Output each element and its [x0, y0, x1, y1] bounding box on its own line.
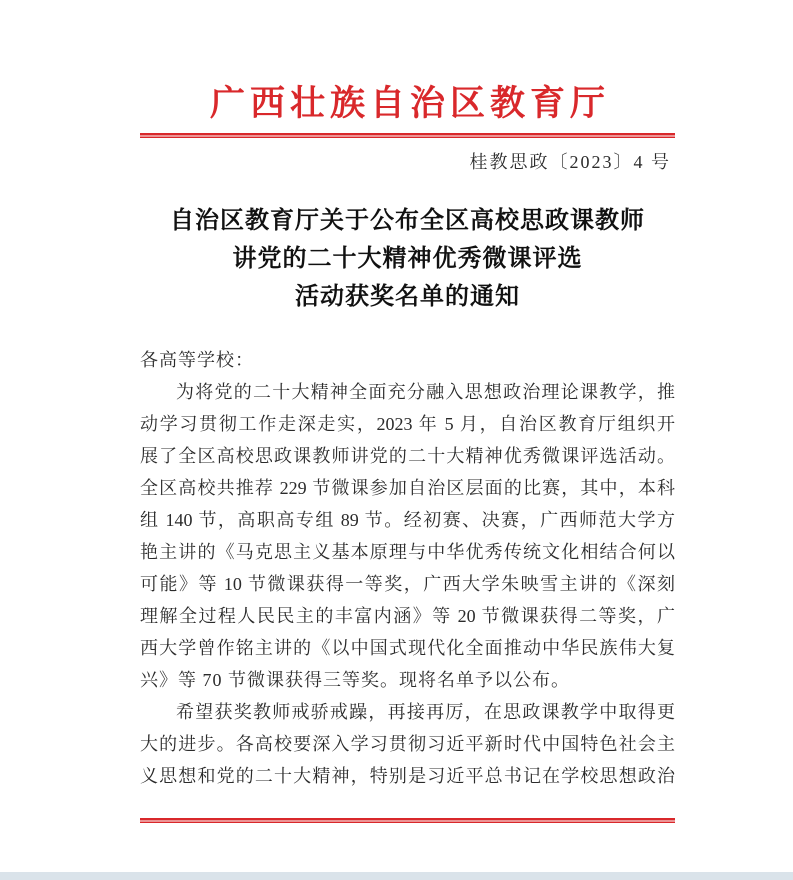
body-line: 兴》等 70 节微课获得三等奖。现将名单予以公布。	[140, 670, 570, 690]
footer-divider-rule	[140, 818, 675, 823]
paragraph	[140, 376, 675, 696]
body-line: 动学习贯彻工作走深走实，2023 年 5 月，自治区教育厅组织开	[140, 414, 675, 434]
body-line: 为将党的二十大精神全面充分融入思想政治理论课教学，推	[176, 382, 675, 402]
body-line: 西大学曾作铭主讲的《以中国式现代化全面推动中华民族伟大复	[140, 638, 675, 658]
body-text	[140, 376, 675, 792]
notice-title-line: 自治区教育厅关于公布全区高校思政课教师	[170, 208, 645, 234]
salutation: 各高等学校：	[140, 350, 254, 370]
paragraph	[140, 696, 675, 792]
document-number: 桂教思政〔2023〕4 号	[469, 152, 671, 172]
body-line: 义思想和党的二十大精神，特别是习近平总书记在学校思想政治	[140, 766, 675, 786]
notice-title	[140, 202, 675, 316]
scan-edge-strip	[0, 872, 793, 880]
body-line: 展了全区高校思政课教师讲党的二十大精神优秀微课评选活动。	[140, 446, 675, 466]
body-line: 理解全过程人民民主的丰富内涵》等 20 节微课获得二等奖，广	[140, 606, 675, 626]
body-line: 组 140 节，高职高专组 89 节。经初赛、决赛，广西师范大学方	[140, 510, 675, 530]
issuing-agency-title: 广西壮族自治区教育厅	[209, 84, 610, 123]
body-line: 大的进步。各高校要深入学习贯彻习近平新时代中国特色社会主	[140, 734, 675, 754]
body-line: 希望获奖教师戒骄戒躁，再接再厉，在思政课教学中取得更	[176, 702, 675, 722]
header-divider-rule	[140, 133, 675, 138]
body-line: 艳主讲的《马克思主义基本原理与中华优秀传统文化相结合何以	[140, 542, 675, 562]
document-content	[140, 0, 675, 823]
notice-title-line: 讲党的二十大精神优秀微课评选	[232, 246, 583, 272]
body-line: 全区高校共推荐 229 节微课参加自治区层面的比赛，其中，本科	[140, 478, 675, 498]
notice-title-line: 活动获奖名单的通知	[295, 284, 520, 310]
body-line: 可能》等 10 节微课获得一等奖，广西大学朱映雪主讲的《深刻	[140, 574, 675, 594]
